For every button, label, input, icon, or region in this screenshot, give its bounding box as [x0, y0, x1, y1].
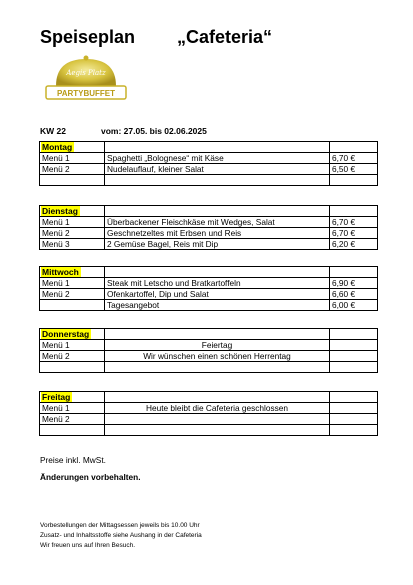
menu-label: Menü 2 — [40, 228, 105, 239]
menu-label: Menü 1 — [40, 340, 105, 351]
dish-name: Spaghetti „Bolognese“ mit Käse — [105, 153, 330, 164]
day-table-dienstag — [39, 205, 378, 250]
menu-label: Menü 1 — [40, 278, 105, 289]
table-row — [40, 239, 378, 250]
table-row — [40, 425, 378, 436]
menu-label — [40, 362, 105, 373]
logo-brand-text: PARTYBUFFET — [56, 89, 116, 98]
price-note: Preise inkl. MwSt. — [40, 455, 106, 465]
dish-name: Nudelauflauf, kleiner Salat — [105, 164, 330, 175]
table-row — [40, 164, 378, 175]
dish-price — [330, 414, 378, 425]
week-number: KW 22 — [40, 126, 66, 136]
menu-label: Menü 1 — [40, 217, 105, 228]
day-table-freitag — [39, 391, 378, 436]
dish-price — [330, 425, 378, 436]
day-name: Montag — [42, 142, 73, 152]
dish-name — [105, 425, 330, 436]
menu-label — [40, 300, 105, 311]
day-name: Freitag — [42, 392, 71, 402]
menu-label: Menü 1 — [40, 153, 105, 164]
table-row — [40, 362, 378, 373]
day-name: Mittwoch — [42, 267, 79, 277]
cloche-icon — [40, 53, 132, 105]
footer-line: Wir freuen uns auf Ihren Besuch. — [40, 542, 136, 549]
menu-label: Menü 2 — [40, 414, 105, 425]
table-row — [40, 414, 378, 425]
dish-price: 6,90 € — [330, 278, 378, 289]
table-row — [40, 175, 378, 186]
dish-name: Ofenkartoffel, Dip und Salat — [105, 289, 330, 300]
footer-line: Vorbestellungen der Mittagsessen jeweils bis 10.00 Uhr — [40, 522, 200, 529]
menu-label: Menü 1 — [40, 403, 105, 414]
dish-price — [330, 340, 378, 351]
day-name: Dienstag — [42, 206, 78, 216]
dish-price: 6,70 € — [330, 153, 378, 164]
dish-name: Geschnetzeltes mit Erbsen und Reis — [105, 228, 330, 239]
week-range: vom: 27.05. bis 02.06.2025 — [101, 126, 207, 136]
dish-name — [105, 175, 330, 186]
table-row — [40, 278, 378, 289]
logo-script-text: Aegis Platz — [66, 69, 106, 77]
table-row — [40, 300, 378, 311]
day-name: Donnerstag — [42, 329, 90, 339]
day-header-row — [40, 267, 378, 278]
dish-price: 6,70 € — [330, 217, 378, 228]
dish-price: 6,60 € — [330, 289, 378, 300]
dish-name — [105, 362, 330, 373]
dish-name: Überbackener Fleischkäse mit Wedges, Salat — [105, 217, 330, 228]
menu-label: Menü 2 — [40, 289, 105, 300]
day-table-donnerstag — [39, 328, 378, 373]
day-header-row — [40, 392, 378, 403]
changes-note: Änderungen vorbehalten. — [40, 472, 141, 482]
dish-name: Steak mit Letscho und Bratkartoffeln — [105, 278, 330, 289]
day-header-row — [40, 206, 378, 217]
dish-price — [330, 351, 378, 362]
dish-price — [330, 403, 378, 414]
table-row — [40, 403, 378, 414]
dish-name: Heute bleibt die Cafeteria geschlossen — [105, 403, 330, 414]
day-table-montag — [39, 141, 378, 186]
menu-label — [40, 175, 105, 186]
menu-label — [40, 425, 105, 436]
menu-label: Menü 2 — [40, 351, 105, 362]
dish-name: Feiertag — [105, 340, 330, 351]
page-title: Speiseplan — [40, 27, 136, 47]
table-row — [40, 289, 378, 300]
day-header-row — [40, 329, 378, 340]
dish-price — [330, 362, 378, 373]
dish-name: Wir wünschen einen schönen Herrentag — [105, 351, 330, 362]
table-row — [40, 340, 378, 351]
day-header-row — [40, 142, 378, 153]
dish-price — [330, 175, 378, 186]
partybuffet-logo — [40, 53, 132, 105]
table-row — [40, 228, 378, 239]
week-info — [40, 126, 207, 136]
dish-price: 6,70 € — [330, 228, 378, 239]
day-table-mittwoch — [39, 266, 378, 311]
dish-price: 6,20 € — [330, 239, 378, 250]
menu-label: Menü 3 — [40, 239, 105, 250]
dish-name: 2 Gemüse Bagel, Reis mit Dip — [105, 239, 330, 250]
table-row — [40, 153, 378, 164]
page-subtitle: „Cafeteria“ — [177, 27, 273, 47]
footer-line: Zusatz- und Inhaltsstoffe siehe Aushang in der Cafeteria — [40, 532, 202, 539]
dish-price: 6,00 € — [330, 300, 378, 311]
table-row — [40, 351, 378, 362]
footer-info — [40, 521, 202, 551]
dish-name: Tagesangebot — [105, 300, 330, 311]
table-row — [40, 217, 378, 228]
dish-name — [105, 414, 330, 425]
dish-price: 6,50 € — [330, 164, 378, 175]
menu-label: Menü 2 — [40, 164, 105, 175]
